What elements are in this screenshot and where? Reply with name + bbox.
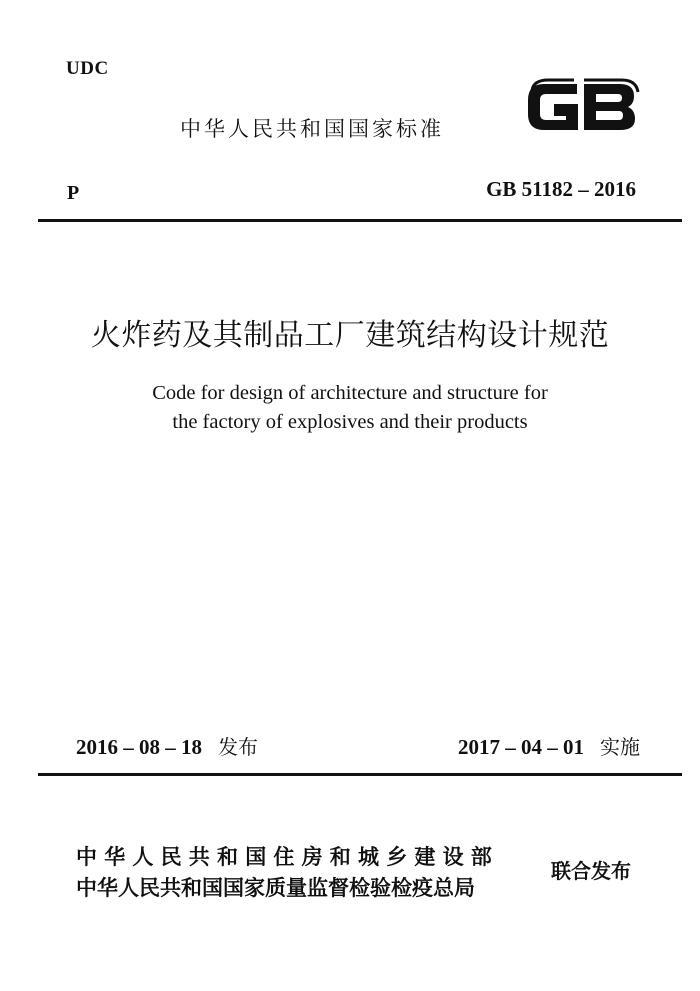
implement-date-block <box>458 733 640 761</box>
issuer-ministry-housing: 中华人民共和国住房和城乡建设部 <box>76 845 499 869</box>
issue-date-block <box>76 733 258 761</box>
gb-logo <box>522 74 640 140</box>
standard-type: 中华人民共和国国家标准 <box>180 117 444 141</box>
top-divider <box>38 219 682 222</box>
udc-label: UDC <box>66 58 109 79</box>
issuer-quality-administration: 中华人民共和国国家质量监督检验检疫总局 <box>76 876 475 900</box>
category-code: P <box>67 182 80 204</box>
title-english-line: Code for design of architecture and structure for <box>152 382 548 404</box>
issue-label: 发布 <box>218 735 258 759</box>
title-english <box>0 379 700 437</box>
title-chinese: 火炸药及其制品工厂建筑结构设计规范 <box>90 318 610 353</box>
joint-issue-label: 联合发布 <box>551 859 631 883</box>
implement-date: 2017 – 04 – 01 <box>458 735 584 759</box>
issue-date: 2016 – 08 – 18 <box>76 735 202 759</box>
title-english-line: the factory of explosives and their products <box>172 411 528 433</box>
standard-number: GB 51182 – 2016 <box>486 177 636 201</box>
bottom-divider <box>38 773 682 776</box>
implement-label: 实施 <box>600 735 640 759</box>
